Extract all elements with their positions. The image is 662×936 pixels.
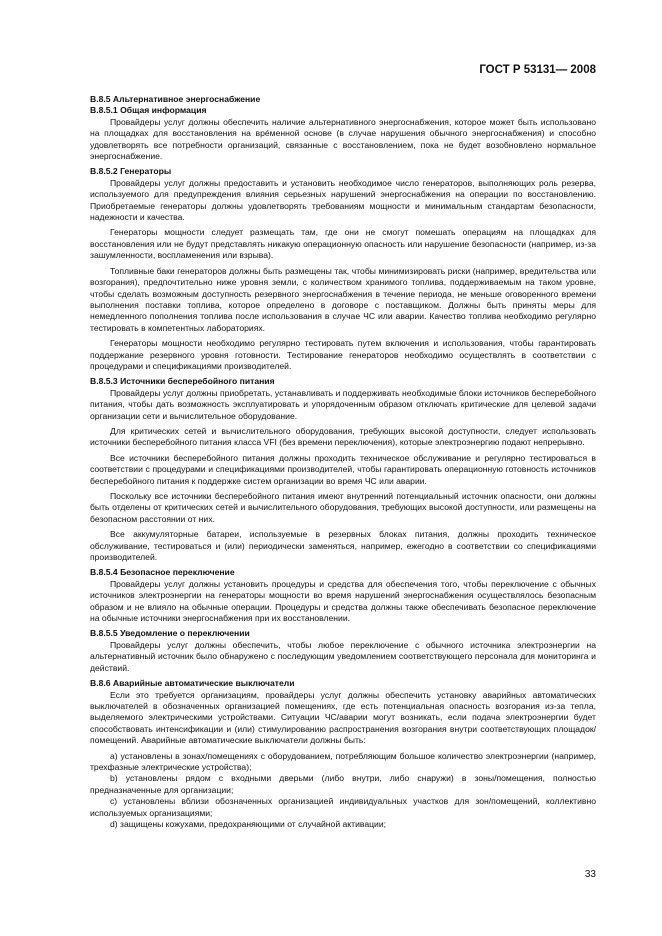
document-code: ГОСТ Р 53131— 2008 [479, 64, 596, 76]
section-heading: В.8.5 Альтернативное энергоснабжение [90, 94, 261, 104]
list-item: b) установлены рядом с входными дверьми (либо внутри, либо снаружи) в зоны/помещения, полностью предназначенные для организации; [90, 773, 596, 795]
paragraph: Провайдеры услуг должны обеспечить наличие альтернативного энергоснабжения, которое может быть использовано на площадках для восстановления на врéменной основе (в случае нарушения обычного энергоснабжения) и способно удовлетворять все потребности организаций, связанные с восстановлением, пока не будет возобновлено нормальное энергоснабжение. [90, 116, 596, 162]
paragraph: Провайдеры услуг должны приобретать, устанавливать и поддерживать необходимые блоки источников бесперебойного питания, чтобы дать возможность эксплуатировать и упорядоченным образом отключать критические для целевой задачи организации сети и вычислительное оборудование. [90, 387, 596, 421]
subsection-heading: В.8.5.1 Общая информация [90, 105, 207, 116]
paragraph: Если это требуется организациям, провайдеры услуг должны обеспечить установку аварийных автоматических выключателей в обозначенных организацией помещениях, где есть потенциальная опасность возгорания из-за тепла, выделяемого электрическими устройствами. Ситуации ЧС/аварии могут возникать, если подача электроэнергии будет способствовать интенсификации и (или) стимулированию распространения возгорания внутри соответствующих площадок/помещений. Аварийные автоматические выключатели должны быть: [90, 689, 596, 746]
subsection-heading: В.8.5.5 Уведомление о переключении [90, 628, 250, 639]
paragraph: Для критических сетей и вычислительного оборудования, требующих высокой доступности, следует использовать источники бесперебойного питания класса VFI (без времени переключения), которые электроэнергию подают непрерывно. [90, 425, 596, 448]
list-item: c) установлены вблизи обозначенных организацией индивидуальных участков для зон/помещений, коллективно используемых организациями; [90, 796, 596, 818]
list-item: а) установлены в зонах/помещениях с оборудованием, потребляющим большое количество электроэнергии (например, трехфазные электрические устройства); [90, 750, 596, 772]
subsection-heading: В.8.5.2 Генераторы [90, 166, 172, 177]
page-number: 33 [584, 869, 596, 880]
paragraph: Все аккумуляторные батареи, используемые в резервных блоках питания, должны проходить техническое обслуживание, тестироваться и (или) периодически заменяться, например, ежегодно в соответствии со спецификациями производителей. [90, 529, 596, 563]
section-heading: В.8.6 Аварийные автоматические выключатели [90, 678, 295, 689]
paragraph: Генераторы мощности необходимо регулярно тестировать путем включения и использования, чтобы гарантировать поддержание резервного уровня готовности. Тестирование генераторов необходимо осуществлять в соответствии с процедурами и спецификациями производителей. [90, 338, 596, 371]
paragraph: Провайдеры услуг должны установить процедуры и средства для обеспечения того, чтобы переключение с обычных источников электроэнергии на генераторы мощности во время нарушений энергоснабжения осуществлялось безопасным образом и не влияло на обычные операции. Процедуры и средства должны также обеспечивать безопасное переключение на обычные источники энергоснабжения при их восстановлении. [90, 578, 596, 624]
document-body [90, 94, 596, 830]
paragraph: Все источники бесперебойного питания должны проходить техническое обслуживание и регулярно тестироваться в соответствии с процедурами и спецификациями производителей, чтобы гарантировать операционную готовность источников бесперебойного питания к поддержке систем организации во время ЧС или аварии. [90, 452, 596, 486]
paragraph: Генераторы мощности следует размещать там, где они не смогут помешать операциям на площадках для восстановления или не будут представлять никакую операционную опасность или нарушение безопасности (например, из-за зашумленности, воспламенения или взрыва). [90, 227, 596, 261]
subsection-heading: В.8.5.3 Источники бесперебойного питания [90, 376, 275, 387]
paragraph: Провайдеры услуг должны предоставить и установить необходимое число генераторов, выполняющих роль резерва, используемого для предупреждения влияния серьезных нарушений энергоснабжения на операции по восстановлению. Приобретаемые генераторы должны удовлетворять требованиям мощности и минимальным стандартам безопасности, надежности и качества. [90, 177, 596, 223]
list-item: d) защищены кожухами, предохраняющими от случайной активации; [110, 818, 387, 829]
paragraph: Поскольку все источники бесперебойного питания имеют внутренний потенциальный источник опасности, они должны быть отделены от критических сетей и вычислительного оборудования, требующих высокой доступности, или размещены на безопасном расстоянии от них. [90, 491, 596, 524]
paragraph: Провайдеры услуг должны обеспечить, чтобы любое переключение с обычного источника электроэнергии на альтернативный источник было обнаружено с последующим уведомлением соответствующего персонала для мониторинга и действий. [90, 639, 596, 673]
paragraph: Топливные баки генераторов должны быть размещены так, чтобы минимизировать риски (например, вредительства или возгорания), предпочтительно ниже уровня земли, с количеством хранимого топлива, поддерживаемым на таком уровне, чтобы сделать возможным доступность резервного энергоснабжения в течение периода, не меньше оговоренного времени выполнения поставки топлива, которое определено в договоре с поставщиком. Должны быть приняты меры для немедленного пополнения топлива после использования в случае ЧС или аварии. Качество топлива необходимо регулярно тестировать в компетентных лабораториях. [90, 265, 596, 333]
subsection-heading: В.8.5.4 Безопасное переключение [90, 567, 235, 578]
